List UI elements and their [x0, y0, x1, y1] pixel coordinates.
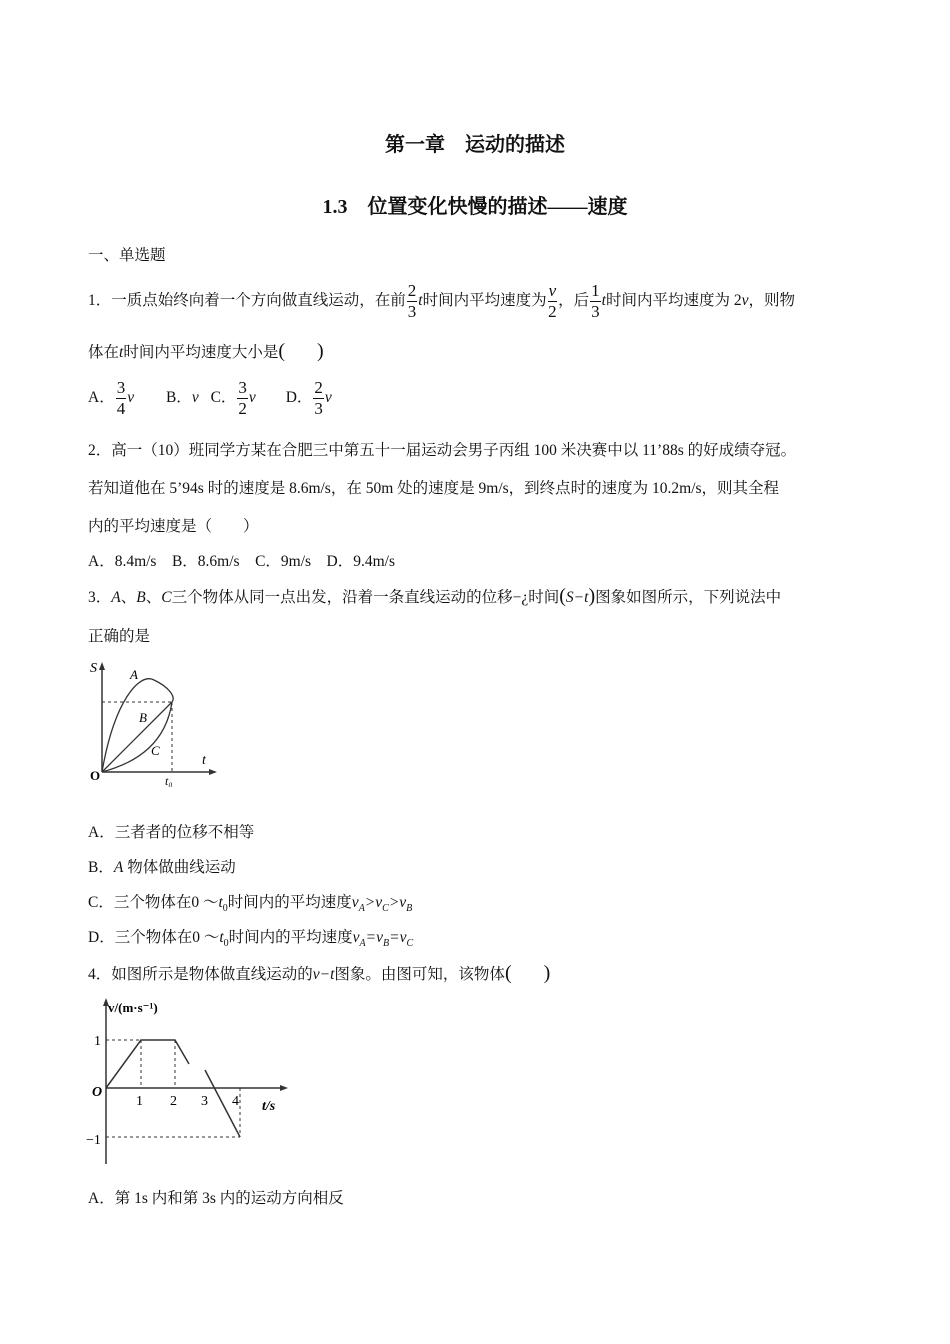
q1-opt-d-frac: $\frac{2}{3}$ [314, 378, 323, 418]
q4-vt: v−t [312, 966, 335, 983]
q3-line1 [88, 585, 781, 609]
q3-opt-b-A: A [113, 859, 124, 876]
st-curve-a [102, 679, 173, 772]
q3-opt-c-sub: 0 [222, 903, 228, 915]
vt-tick-x2: 2 [170, 1094, 177, 1109]
q1-opt-d-v: v [324, 389, 332, 407]
q4-text-a: 4．如图所示是物体做直线运动的 [88, 966, 313, 983]
q1-t1: t [418, 292, 423, 310]
q4-paren-close: ) [543, 962, 551, 984]
q3-opt-c-text2: 时间内的平均速度 [227, 894, 352, 911]
st-graph [84, 652, 224, 787]
q1-text-h: ，则物 [748, 292, 796, 310]
q3-opt-c-text: C．三个物体在0 ～ [88, 894, 219, 911]
vt-y-label: v/(m·s⁻¹) [108, 1000, 158, 1015]
q1-line1 [88, 281, 795, 322]
q1-opt-a-frac: $\frac{3}{4}$ [116, 378, 126, 418]
st-x-arrow [209, 769, 217, 775]
vt-tick-yneg1: −1 [86, 1133, 101, 1148]
q1-text-d: ，后 [558, 292, 590, 310]
q1-line2-a: 体在 [88, 344, 120, 361]
q3-text-d: 图象如图所示，下列说法中 [595, 589, 782, 606]
q1-text-a: 1．一质点始终向着一个方向做直线运动，在前 [88, 292, 406, 310]
q1-line2 [88, 340, 324, 364]
q3-opt-d-sub: 0 [223, 938, 229, 950]
q1-opt-a-v: v [127, 389, 135, 407]
q1-line2-t: t [119, 344, 124, 361]
st-label-c: C [151, 743, 160, 758]
q3-opt-c-t: t [218, 894, 223, 911]
q3-opt-d [88, 927, 413, 955]
q1-opt-b-v: v [191, 389, 199, 407]
vt-tick-x4: 4 [232, 1094, 239, 1109]
st-y-arrow [99, 662, 105, 670]
q1-t2: t [601, 292, 606, 310]
vt-tick-x3: 3 [201, 1094, 208, 1109]
q4-opt-a: A．第 1s 内和第 3s 内的运动方向相反 [88, 1190, 344, 1207]
vt-line-seg1 [106, 1040, 189, 1088]
q3-st: S−t [565, 589, 589, 606]
q3-line2: 正确的是 [88, 628, 151, 645]
q3-opt-d-relation: $v_A=v_B=v_C$ [352, 929, 414, 950]
q3-opt-d-t: t [219, 929, 224, 946]
q4-paren-open: ( [504, 962, 512, 984]
st-label-a: A [130, 667, 138, 682]
q1-opt-b-label: B． [165, 389, 192, 407]
q3-opt-a: A．三者者的位移不相等 [88, 824, 255, 841]
q3-B: B [136, 589, 146, 606]
q1-opt-a-label: A． [88, 389, 115, 407]
q2-line2: 若知道他在 5’94s 时的速度是 8.6m/s，在 50m 处的速度是 9m/s，到终点时的速度为 10.2m/s，则其全程 [88, 480, 780, 497]
q3-paren-open: ( [559, 585, 566, 607]
q3-opt-c-relation: $v_A>v_C>v_B$ [351, 894, 413, 915]
vt-x-label: t/s [262, 1099, 276, 1114]
q3-sep2: 、 [145, 589, 162, 606]
q4-text-b: 图象。由图可知，该物体 [334, 966, 505, 983]
q1-line2-c: 时间内平均速度大小是 [123, 344, 279, 361]
q1-opt-c-v: v [248, 389, 256, 407]
q3-paren-close: ) [588, 585, 596, 607]
q1-paren-close: ) [317, 340, 324, 362]
vt-origin: O [92, 1085, 103, 1100]
section-title: 1.3 位置变化快慢的描述——速度 [322, 196, 628, 218]
q3-num: 3． [88, 589, 112, 606]
q4-line1 [88, 962, 550, 986]
q3-A: A [111, 589, 121, 606]
q3-opt-d-text2: 时间内的平均速度 [228, 929, 353, 946]
q1-text-f: 时间内平均速度为 2 [605, 292, 742, 310]
vt-tick-x1: 1 [136, 1094, 143, 1109]
q1-options [88, 378, 332, 419]
q1-frac-2-3: $\frac{2}{3}$ [407, 281, 417, 321]
st-t0: t₀ [165, 774, 173, 787]
section-label: 一、单选题 [88, 247, 166, 264]
st-origin: O [90, 768, 101, 783]
vt-x-arrow [280, 1085, 288, 1091]
q1-opt-c-label: C． [210, 389, 237, 407]
q2-line1: 2．高一（10）班同学方某在合肥三中第五十一届运动会男子丙组 100 米决赛中以 11’88s 的好成绩夺冠。 [88, 442, 797, 459]
q3-opt-d-text: D．三个物体在0 ～ [88, 929, 220, 946]
q3-opt-b-text: 物体做曲线运动 [123, 859, 236, 876]
q3-opt-c [88, 892, 412, 920]
q3-text-b: 三个物体从同一点出发，沿着一条直线运动的位移 [171, 589, 513, 606]
st-line-b [102, 702, 172, 772]
q1-frac-v-2: $\frac{v}{2}$ [548, 281, 557, 321]
st-label-b: B [139, 710, 147, 725]
vt-tick-y1: 1 [94, 1034, 101, 1049]
q2-options: A．8.4m/s B．8.6m/s C．9m/s D．9.4m/s [88, 553, 396, 570]
q2-line3: 内的平均速度是（ ） [88, 518, 259, 535]
st-y-label: S [90, 661, 97, 676]
q3-text-c: 时间 [528, 589, 560, 606]
st-x-label: t [202, 753, 206, 768]
q1-opt-c-frac: $\frac{3}{2}$ [238, 378, 247, 418]
vt-graph [84, 992, 299, 1170]
chapter-title: 第一章 运动的描述 [385, 134, 565, 156]
q3-garble: −¿ [512, 589, 529, 606]
q3-opt-b [88, 857, 236, 879]
q3-C: C [161, 589, 172, 606]
q1-v: v [741, 292, 749, 310]
q3-opt-b-label: B． [88, 859, 114, 876]
q1-paren-open: ( [278, 340, 286, 362]
q1-text-c: 时间内平均速度为 [422, 292, 547, 310]
q1-opt-d-label: D． [285, 389, 313, 407]
q1-frac-1-3: $\frac{1}{3}$ [591, 281, 600, 321]
q3-sep1: 、 [120, 589, 137, 606]
